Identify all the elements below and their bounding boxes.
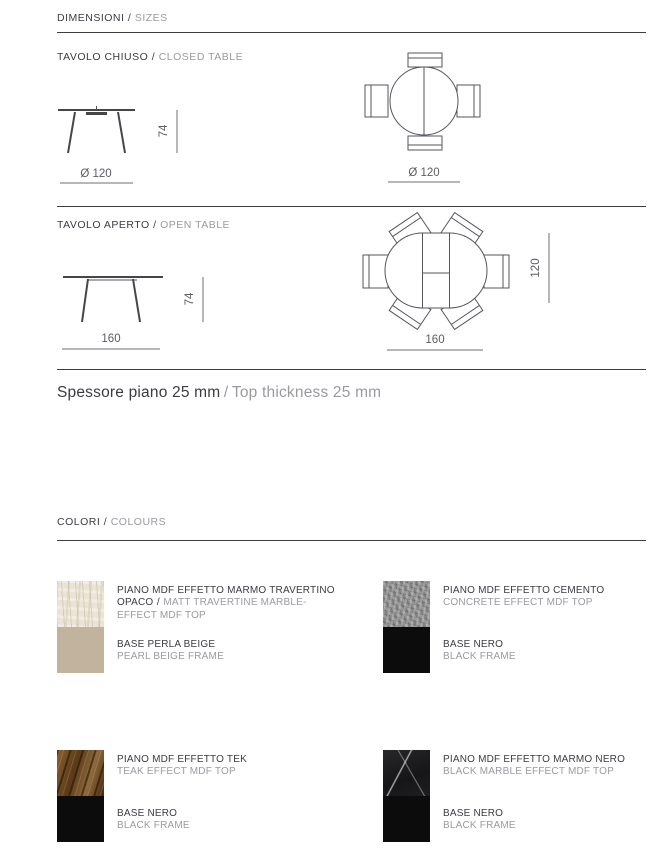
dimension-label-height: 74 xyxy=(184,292,196,306)
dimension-label-width: Ø 120 xyxy=(80,168,112,180)
top-finish-label: PIANO MDF EFFETTO MARMO TRAVERTINO OPACO / MATT TRAVERTINE MARBLE-EFFECT MDF TOP xyxy=(117,585,335,621)
heading-separator: / xyxy=(103,516,108,528)
dimension-label-depth: 120 xyxy=(530,258,542,278)
top-finish-label: PIANO MDF EFFETTO MARMO NERO BLACK MARBLE EFFECT MDF TOP xyxy=(443,754,626,778)
heading-italian: TAVOLO APERTO xyxy=(57,219,150,231)
heading-english: SIZES xyxy=(134,12,168,24)
finish-swatch xyxy=(57,750,104,842)
closed-table-heading xyxy=(57,51,243,63)
base-finish-label: BASE NERO BLACK FRAME xyxy=(443,808,516,832)
thickness-separator: / xyxy=(223,384,229,401)
dimensions-section-heading xyxy=(57,12,168,24)
closed-table-top-view-drawing xyxy=(358,46,493,188)
top-finish-label: PIANO MDF EFFETTO CEMENTO CONCRETE EFFECT MDF TOP xyxy=(443,585,605,609)
dimension-label-width: 160 xyxy=(425,334,445,346)
heading-italian: TAVOLO CHIUSO xyxy=(57,51,149,63)
dimension-label-width: 160 xyxy=(101,333,121,345)
swatch-teak-top xyxy=(57,750,104,796)
heading-italian: DIMENSIONI xyxy=(57,12,125,24)
swatch-black-base xyxy=(383,627,430,673)
label-separator: / xyxy=(156,597,160,609)
thickness-italian: Spessore piano 25 mm xyxy=(57,384,221,401)
heading-separator: / xyxy=(127,12,132,24)
swatch-black-base xyxy=(57,796,104,842)
open-table-top-view-drawing xyxy=(353,211,568,356)
colour-option-card xyxy=(57,750,377,843)
dimension-label-diameter: Ø 120 xyxy=(408,167,440,179)
finish-swatch xyxy=(383,750,430,842)
colour-option-card xyxy=(383,750,654,843)
swatch-pearl-beige-base xyxy=(57,627,104,673)
heading-separator: / xyxy=(153,219,157,231)
swatch-black-marble-top xyxy=(383,750,430,796)
divider xyxy=(57,32,646,33)
divider xyxy=(57,369,646,370)
heading-separator: / xyxy=(151,51,156,63)
divider xyxy=(57,540,646,541)
finish-swatch xyxy=(383,581,430,673)
colour-option-card xyxy=(383,581,654,674)
colours-section-heading xyxy=(57,516,166,528)
heading-english: COLOURS xyxy=(110,516,167,528)
top-thickness-note xyxy=(57,384,381,402)
swatch-concrete-top xyxy=(383,581,430,627)
heading-english: OPEN TABLE xyxy=(160,219,231,231)
swatch-travertine-marble-top xyxy=(57,581,104,627)
open-table-side-view-drawing xyxy=(55,268,215,353)
heading-italian: COLORI xyxy=(57,516,101,528)
heading-english: CLOSED TABLE xyxy=(158,51,244,63)
top-finish-label: PIANO MDF EFFETTO TEK TEAK EFFECT MDF TOP xyxy=(117,754,247,778)
base-finish-label: BASE PERLA BEIGE PEARL BEIGE FRAME xyxy=(117,639,224,663)
finish-swatch xyxy=(57,581,104,673)
swatch-black-base xyxy=(383,796,430,842)
base-finish-label: BASE NERO BLACK FRAME xyxy=(117,808,190,832)
colour-option-card xyxy=(57,581,377,674)
thickness-english: Top thickness 25 mm xyxy=(231,384,382,401)
closed-table-side-view-drawing xyxy=(55,103,195,188)
dimension-label-height: 74 xyxy=(158,124,170,138)
open-table-heading xyxy=(57,219,230,231)
divider xyxy=(57,206,646,207)
base-finish-label: BASE NERO BLACK FRAME xyxy=(443,639,516,663)
